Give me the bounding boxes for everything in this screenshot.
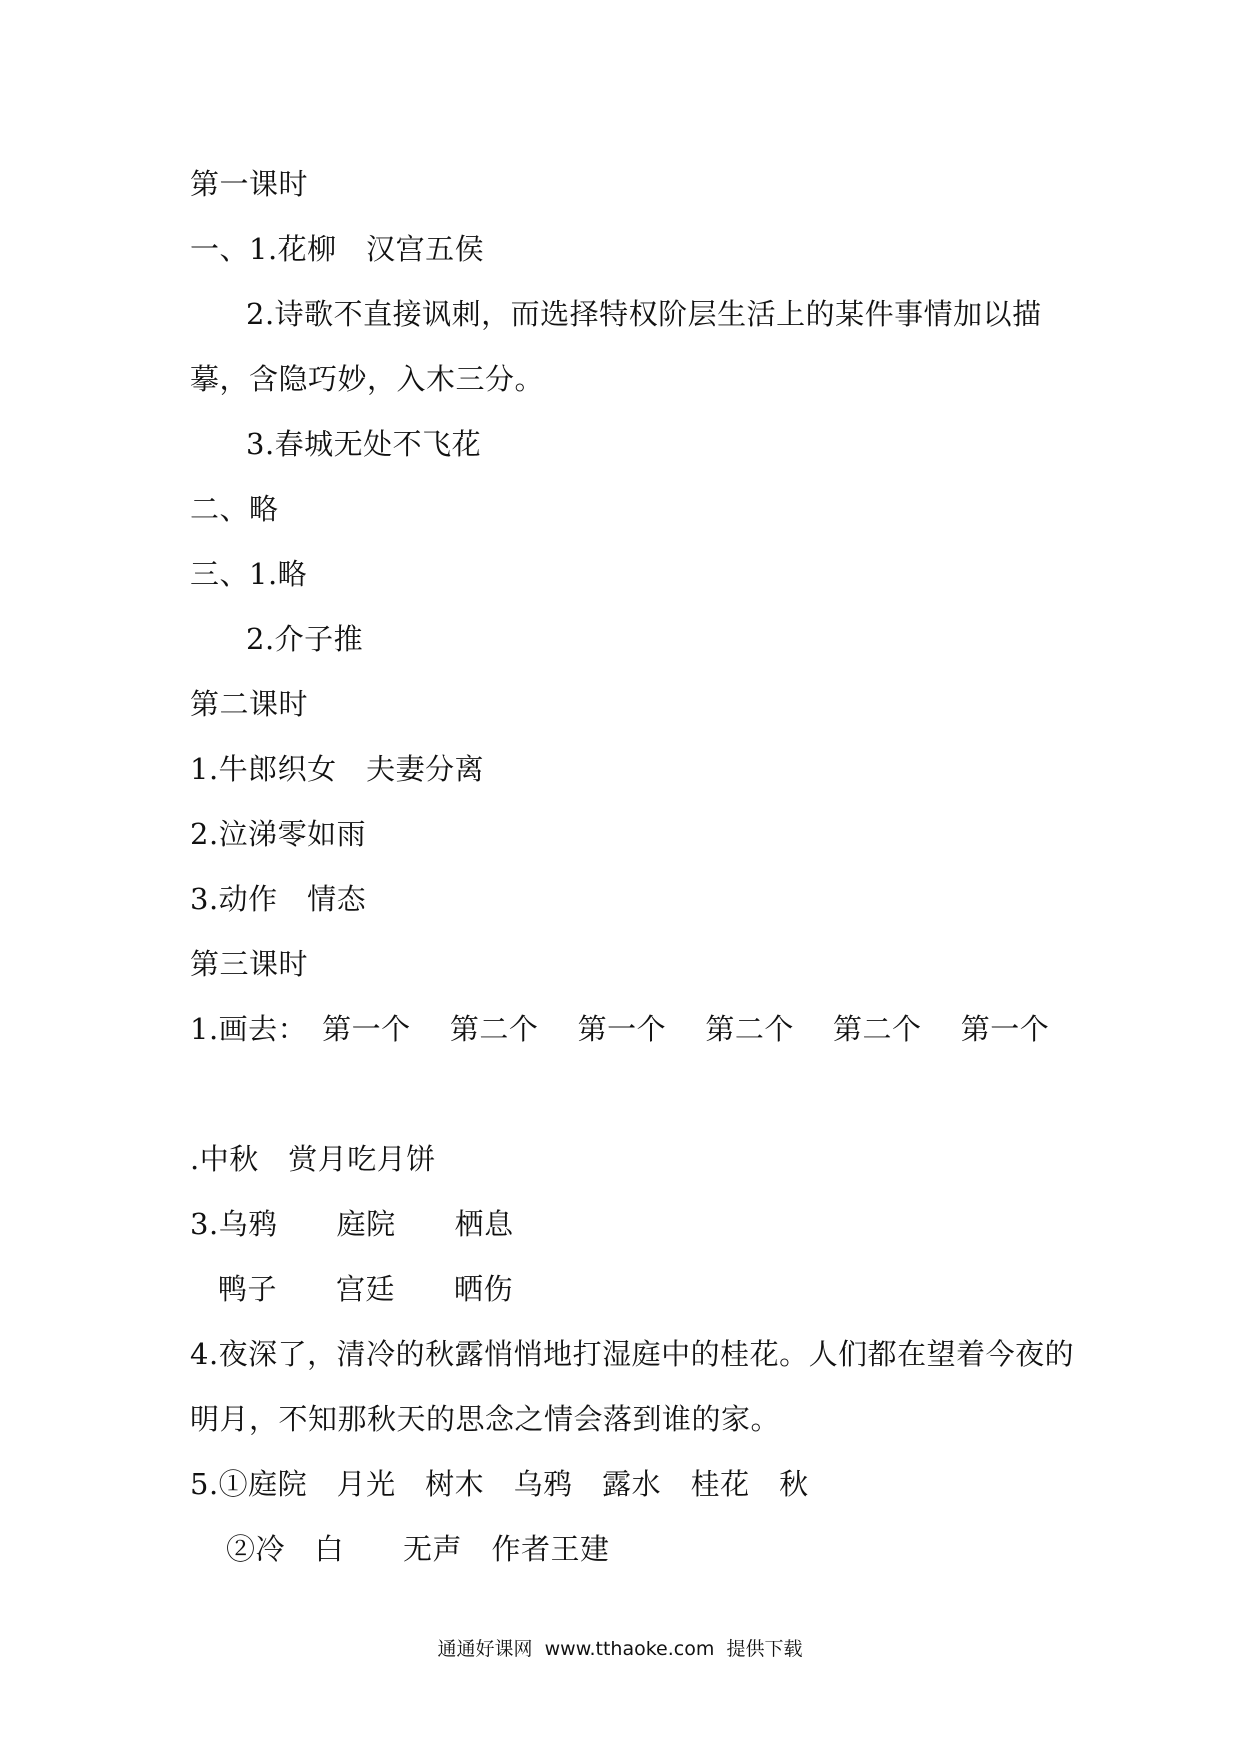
answer-line: 2.泣涕零如雨	[190, 817, 367, 851]
answer-line: .中秋 赏月吃月饼	[190, 1142, 436, 1176]
answer-line: 3.动作 情态	[190, 882, 367, 916]
answer-line: 二、略	[190, 492, 279, 526]
answer-line: 4.夜深了，清冷的秋露悄悄地打湿庭中的桂花。人们都在望着今夜的	[190, 1337, 1075, 1371]
answer-line: 2.诗歌不直接讽刺，而选择特权阶层生活上的某件事情加以描	[246, 297, 1042, 331]
answer-line: 一、1.花柳 汉宫五侯	[190, 232, 485, 266]
answer-line: 5.①庭院 月光 树木 乌鸦 露水 桂花 秋	[190, 1467, 809, 1501]
page-footer: 通通好课网 www.tthaoke.com 提供下载	[437, 1638, 803, 1660]
answer-line: 3.乌鸦 庭院 栖息	[190, 1207, 514, 1241]
answer-line: 1.画去： 第一个 第二个 第一个 第二个 第二个 第一个	[190, 1012, 1050, 1046]
answer-line: 2.介子推	[246, 622, 364, 656]
section-title-lesson-1: 第一课时	[190, 167, 309, 201]
section-title-lesson-3: 第三课时	[190, 947, 309, 981]
answer-line: 1.牛郎织女 夫妻分离	[190, 752, 485, 786]
section-title-lesson-2: 第二课时	[190, 687, 309, 721]
answer-line: 明月，不知那秋天的思念之情会落到谁的家。	[190, 1402, 781, 1436]
answer-line: 鸭子 宫廷 晒伤	[218, 1272, 514, 1306]
answer-line: 3.春城无处不飞花	[246, 427, 482, 461]
answer-line: 摹，含隐巧妙，入木三分。	[190, 362, 545, 396]
answer-line: ②冷 白 无声 作者王建	[226, 1532, 610, 1566]
answer-line: 三、1.略	[190, 557, 308, 591]
